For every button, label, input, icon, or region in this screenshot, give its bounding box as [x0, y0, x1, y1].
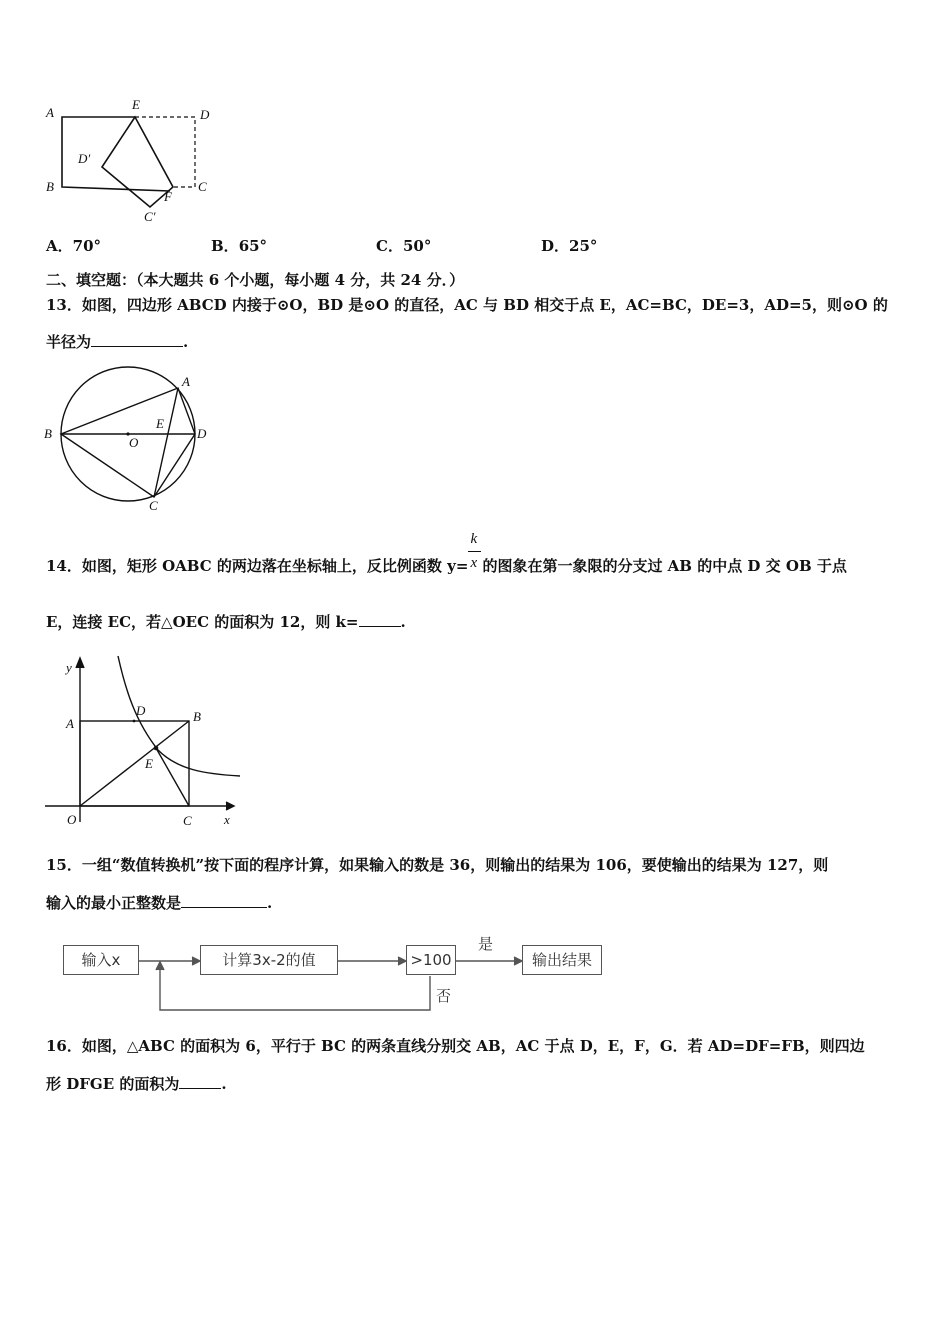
q12-label-F: F: [164, 189, 172, 204]
q16-line2: [46, 1074, 227, 1094]
q15-line2-prefix: 输入的最小正整数是: [46, 894, 182, 912]
q15-flow-connectors: [60, 930, 620, 1020]
q12-option-a-letter: A．: [46, 237, 73, 255]
q14-line1-suffix: 的图象在第一象限的分支过 AB 的中点 D 交 OB 于点: [482, 557, 847, 575]
q13-line2-suffix: .: [183, 333, 189, 351]
q12-option-d-value: 25°: [569, 237, 598, 255]
q14-segment-EC: [156, 748, 189, 806]
q14-diagonal-OB: [80, 721, 189, 806]
q14-line1: [46, 531, 847, 576]
q12-option-c-letter: C．: [376, 237, 403, 255]
q15-answer-blank[interactable]: [181, 893, 267, 908]
q14-figure: [40, 652, 245, 830]
q13-label-E: E: [156, 416, 164, 431]
q14-label-y: y: [66, 660, 72, 675]
q14-fraction-bar: [468, 551, 481, 552]
q14-point-D: [133, 720, 136, 723]
q12-option-c-value: 50°: [402, 237, 432, 255]
q16-line2-prefix: 形 DFGE 的面积为: [46, 1075, 180, 1093]
q14-point-E: [154, 746, 159, 751]
q14-line2-prefix: E，连接 EC，若△OEC 的面积为 12，则 k=: [46, 613, 359, 631]
q15-line1: 15．一组“数值转换机”按下面的程序计算，如果输入的数是 36，则输出的结果为 106，要使输出的结果为 127，则: [46, 856, 829, 874]
q14-label-C: C: [183, 813, 192, 828]
q12-label-B: B: [46, 179, 54, 194]
q13-label-O: O: [129, 435, 139, 450]
q14-label-O: O: [67, 812, 77, 827]
q16-line2-suffix: .: [221, 1075, 227, 1093]
q13-label-B: B: [44, 426, 52, 441]
q13-label-A: A: [182, 374, 190, 389]
q12-label-C: C: [198, 179, 207, 194]
q14-x-arrow: [226, 802, 234, 810]
section-heading: 二、填空题：（本大题共 6 个小题，每小题 4 分，共 24 分．）: [46, 271, 465, 289]
q14-fraction-numerator: k: [470, 531, 478, 547]
q12-option-c[interactable]: [376, 236, 431, 256]
q14-y-arrow: [76, 658, 84, 668]
q13-answer-blank[interactable]: [91, 332, 183, 347]
q12-option-d-letter: D．: [541, 237, 570, 255]
q14-label-A: A: [66, 716, 74, 731]
q13-label-C: C: [149, 498, 158, 513]
q12-option-a[interactable]: [46, 236, 101, 256]
q12-label-E: E: [132, 97, 140, 112]
q13-diagonal-AC: [154, 388, 178, 497]
q14-line1-prefix: 14．如图，矩形 OABC 的两边落在坐标轴上，反比例函数 y=: [46, 557, 469, 575]
q14-label-D: D: [136, 703, 146, 718]
flow-compare-box: >100: [406, 945, 456, 975]
q13-line2-prefix: 半径为: [46, 333, 92, 351]
q14-fraction-denominator: x: [470, 555, 478, 571]
q14-label-E: E: [145, 756, 153, 771]
q12-option-d[interactable]: [541, 236, 597, 256]
q12-folded-part: [102, 117, 173, 207]
flow-input-box: 输入x: [63, 945, 139, 975]
q14-fraction: [468, 531, 482, 571]
q12-label-D: D: [200, 107, 210, 122]
q13-line1: 13．如图，四边形 ABCD 内接于⊙O，BD 是⊙O 的直径，AC 与 BD 相交于点 E，AC=BC，DE=3，AD=5，则⊙O 的: [46, 296, 888, 314]
flow-yes-label: 是: [478, 935, 494, 953]
q15-line2-suffix: .: [267, 894, 273, 912]
q12-label-Dprime: D′: [78, 151, 91, 166]
q13-label-D: D: [197, 426, 207, 441]
q14-line2: [46, 612, 406, 632]
q13-line2: [46, 332, 188, 352]
q12-rect-dashed: [135, 117, 195, 187]
q12-option-b-value: 65°: [238, 237, 268, 255]
flow-no-label: 否: [436, 987, 452, 1005]
q14-line2-suffix: .: [400, 613, 406, 631]
q14-answer-blank[interactable]: [359, 612, 401, 627]
q14-label-x: x: [224, 812, 230, 827]
flow-output-box: 输出结果: [522, 945, 602, 975]
q12-option-b[interactable]: [211, 236, 267, 256]
q16-answer-blank[interactable]: [179, 1074, 221, 1089]
q16-line1: 16．如图，△ABC 的面积为 6，平行于 BC 的两条直线分别交 AB，AC 于点 D，E，F，G．若 AD=DF=FB，则四边: [46, 1037, 865, 1055]
q12-option-a-value: 70°: [72, 237, 102, 255]
q15-line2: [46, 893, 272, 913]
q12-figure: [40, 95, 230, 230]
q12-label-Cprime: C′: [144, 209, 156, 224]
q13-figure: [40, 362, 220, 514]
flow-compute-box: 计算3x-2的值: [200, 945, 338, 975]
q12-label-A: A: [46, 105, 54, 120]
q14-label-B: B: [193, 709, 201, 724]
q12-option-b-letter: B．: [211, 237, 239, 255]
